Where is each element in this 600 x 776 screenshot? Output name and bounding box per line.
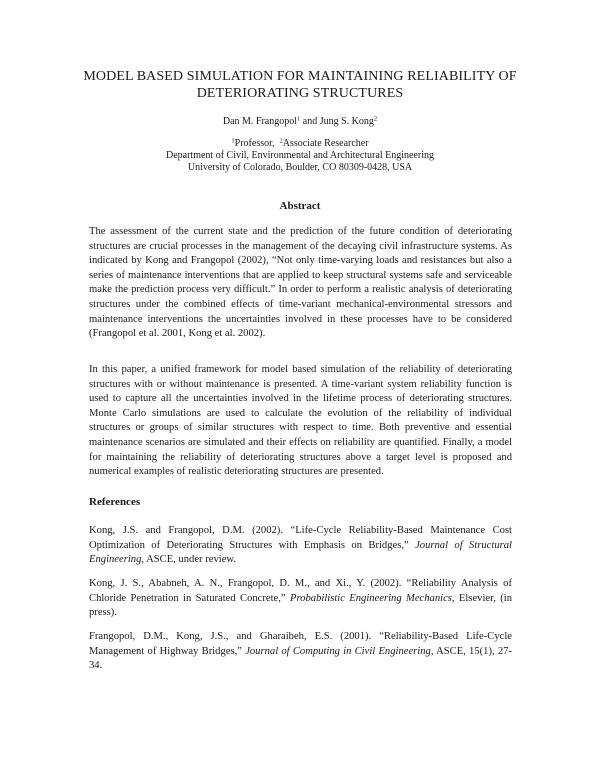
reference-journal: Journal of Structural Engineering [89, 539, 512, 566]
author-2-sup: 2 [373, 115, 378, 123]
reference-item [89, 524, 512, 568]
title-line-1: MODEL BASED SIMULATION FOR MAINTAINING RELIABILITY OF [83, 69, 517, 84]
title-line-2: DETERIORATING STRUCTURES [196, 86, 404, 101]
reference-tail: , ASCE, 15(1), 27-34. [89, 645, 512, 672]
reference-tail: , Elsevier, (in press). [89, 592, 512, 619]
reference-text: Kong, J. S., Ababneh, A. N., Frangopol, D. M., and Xi., Y. (2002). “Reliability Analysis of Chloride Penetration in Saturated Concrete,” [89, 578, 512, 604]
reference-item [89, 630, 512, 674]
references-heading: References [89, 496, 141, 508]
reference-journal: Journal of Computing in Civil Engineering [245, 645, 431, 657]
role-2: Associate Researcher [282, 138, 369, 149]
reference-text: Frangopol, D.M., Kong, J.S., and Gharaibeh, E.S. (2001). “Reliability-Based Life-Cycle Management of Highway Bridges,” [89, 631, 512, 657]
reference-tail: , ASCE, under review. [141, 554, 237, 566]
role-1-sup: 1 [231, 137, 235, 145]
role-1: Professor, [234, 138, 275, 149]
author-roles [60, 138, 540, 150]
abstract-paragraph-2: In this paper, a unified framework for model based simulation of the reliability of deteriorating structures with or without maintenance is presented. A time-variant system reliability function is used to capture all the uncertainties involved in the lifetime process of deteriorating structures. Monte Carlo simulations are used to calculate the evolution of the reliability of individual structures or groups of similar structures with respect to time. Both preventive and essential maintenance scenarios are simulated and their effects on reliability are quantified. Finally, a model for maintaining the reliability of deteriorating structures above a target level is proposed and numerical examples of realistic deteriorating structures are presented. [89, 364, 512, 478]
author-1-name: Dan M. Frangopol [222, 116, 298, 127]
abstract-heading: Abstract [279, 200, 321, 212]
author-2-name: Jung S. Kong [319, 116, 374, 127]
role-2-sup: 2 [279, 137, 283, 145]
author-connector: and [300, 116, 320, 127]
reference-journal: Probabilistic Engineering Mechanics [289, 592, 452, 604]
reference-item [89, 577, 512, 621]
department: Department of Civil, Environmental and Architectural Engineering [166, 150, 434, 161]
reference-text: Kong, J.S. and Frangopol, D.M. (2002). “Life-Cycle Reliability-Based Maintenance Cost Optimization of Deteriorating Structures with Emphasis on Bridges,” [89, 525, 512, 551]
paper-title [60, 68, 540, 102]
abstract-paragraph-1: The assessment of the current state and the prediction of the future condition of deteriorating structures are crucial processes in the management of the decaying civil infrastructure systems. As indicated by Kong and Frangopol (2002), “Not only time-varying loads and resistances but also a series of maintenance interventions that are applied to keep structural systems safe and serviceable make the prediction process very difficult.” In order to perform a realistic analysis of deteriorating structures under the combined effects of time-variant mechanical-environmental stressors and maintenance interventions the uncertainties involved in these processes have to be considered (Frangopol et al. 2001, Kong et al. 2002). [89, 226, 512, 340]
affiliation-block [60, 138, 540, 174]
author-line [60, 116, 540, 128]
author-1-sup: 1 [297, 115, 301, 123]
university: University of Colorado, Boulder, CO 80309-0428, USA [187, 162, 413, 173]
